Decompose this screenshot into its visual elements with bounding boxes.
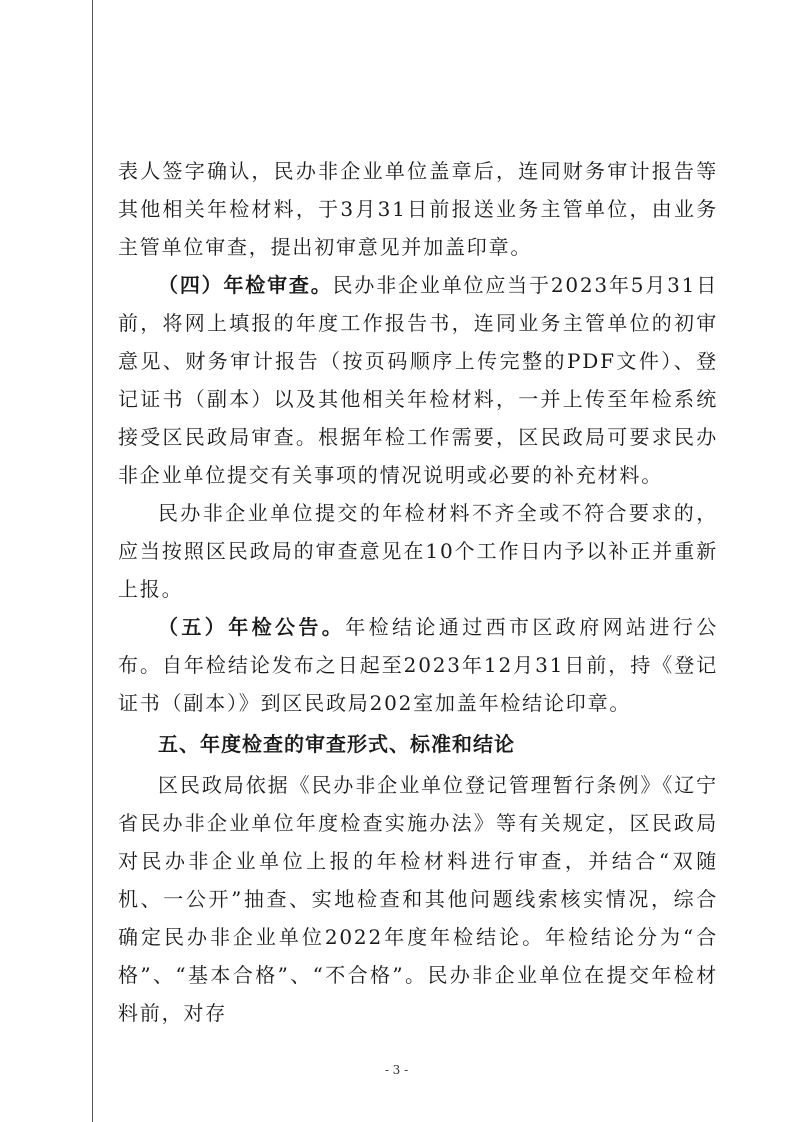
- paragraph-review-standards: [118, 766, 718, 1032]
- page-body: [118, 152, 718, 1032]
- paragraph-text: 民办非企业单位应当于2023年5月31日前，将网上填报的年度工作报告书，连同业务主管单位的初审意见、财务审计报告（按页码顺序上传完整的PDF文件）、登记证书（副本）以及其他相关年检材料，一并上传至年检系统接受区民政局审查。根据年检工作需要，区民政局可要求民办非企业单位提交有关事项的情况说明或必要的补充材料。: [118, 273, 719, 487]
- paragraph-lead-announcement: （五）年检公告。: [158, 615, 346, 639]
- paragraph-text: 区民政局依据《民办非企业单位登记管理暂行条例》《辽宁省民办非企业单位年度检查实施办法》等有关规定，区民政局对民办非企业单位上报的年检材料进行审查，并结合“双随机、一公开”抽查、实地检查和其他问题线索核实情况，综合确定民办非企业单位2022年度年检结论。年检结论分为“合格”、“基本合格”、“不合格”。民办非企业单位在提交年检材料前，对存: [118, 773, 718, 1025]
- paragraph-announcement: [118, 608, 718, 722]
- paragraph-supplement: [118, 494, 718, 608]
- paragraph-lead-annual-review: （四）年检审查。: [158, 273, 333, 297]
- paragraph-text: 民办非企业单位提交的年检材料不齐全或不符合要求的，应当按照区民政局的审查意见在10个工作日内予以补正并重新上报。: [118, 501, 718, 601]
- paragraph-text: 表人签字确认，民办非企业单位盖章后，连同财务审计报告等其他相关年检材料，于3月31日前报送业务主管单位，由业务主管单位审查，提出初审意见并加盖印章。: [118, 159, 718, 259]
- section-heading: 五、年度检查的审查形式、标准和结论: [158, 732, 515, 756]
- paragraph-annual-review: [118, 266, 718, 494]
- binding-margin-line: [92, 0, 93, 1122]
- paragraph-text: 年检结论通过西市区政府网站进行公布。自年检结论发布之日起至2023年12月31日前，持《登记证书（副本）》到区民政局202室加盖年检结论印章。: [118, 615, 718, 715]
- paragraph-continuation: [118, 152, 718, 266]
- page-number: - 3 -: [384, 1063, 409, 1077]
